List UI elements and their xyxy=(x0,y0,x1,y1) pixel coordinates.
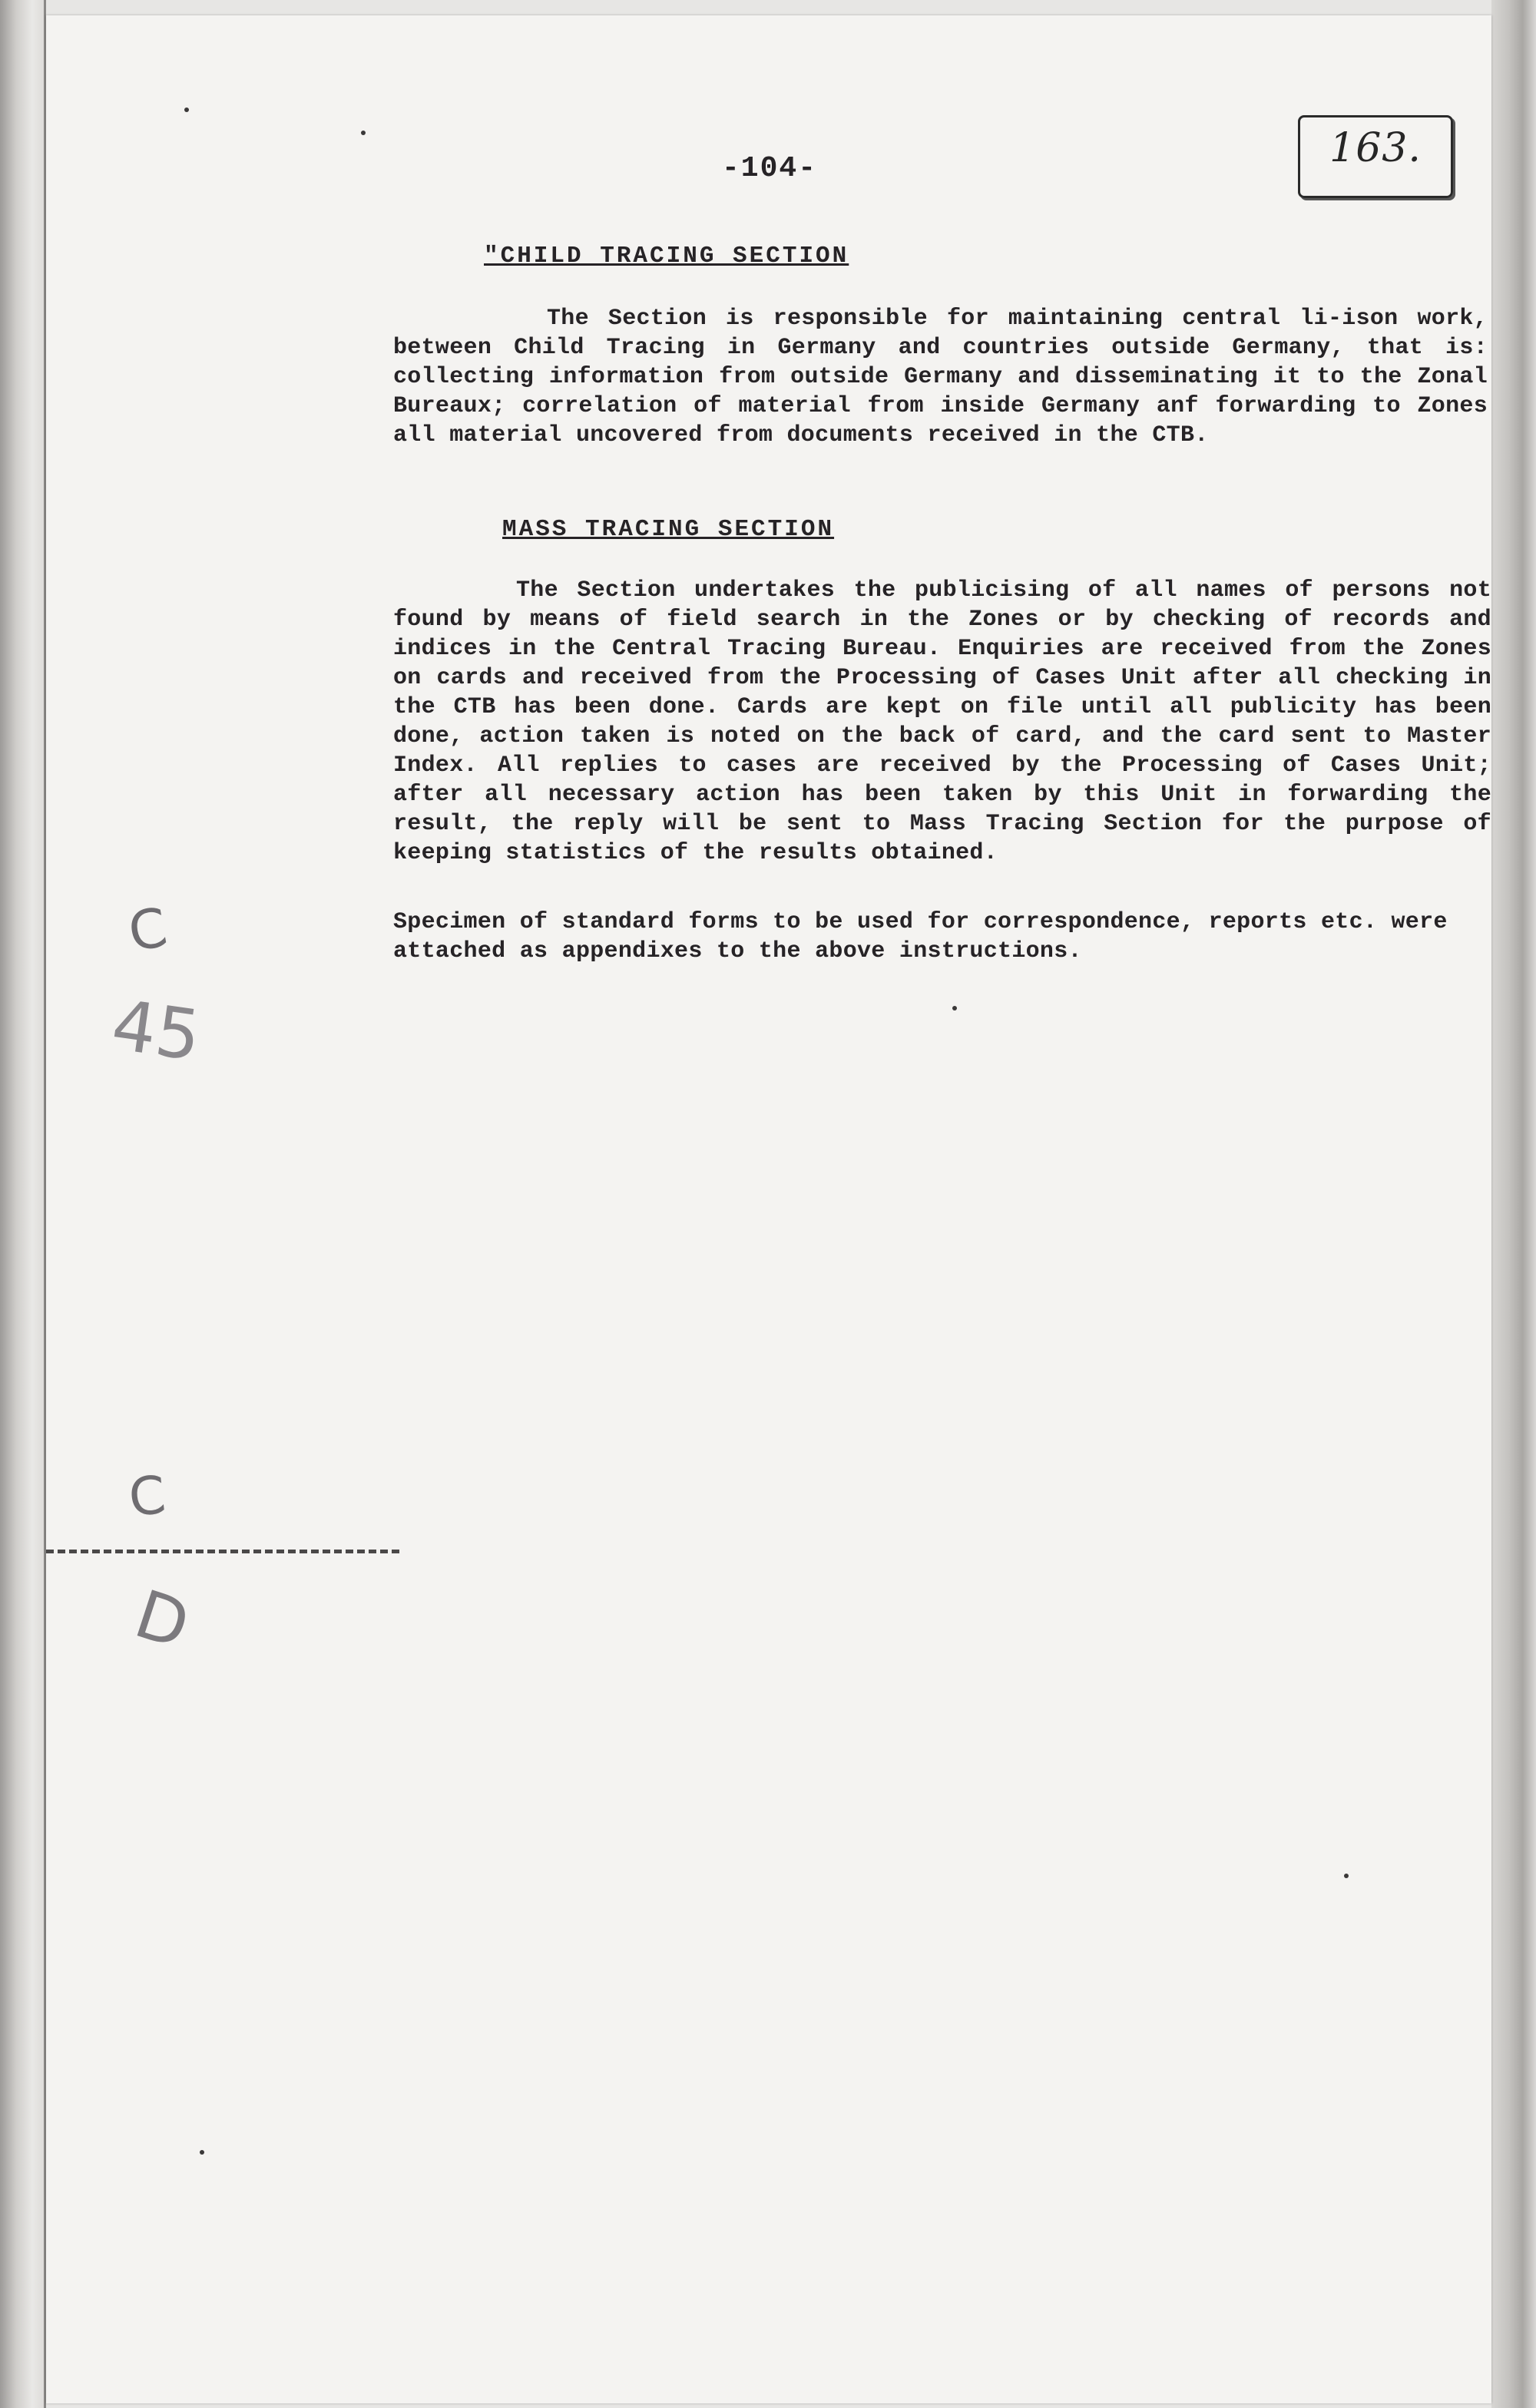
page-content xyxy=(46,15,1491,2403)
ink-speck xyxy=(184,108,189,112)
ink-speck xyxy=(1344,1874,1349,1878)
section-heading-mass-tracing: MASS TRACING SECTION xyxy=(502,516,835,543)
binding-edge xyxy=(0,0,46,2408)
ink-speck xyxy=(361,131,366,135)
child-tracing-paragraph: The Section is responsible for maintaining central li-ison work, between Child Tracing in Germany and countries outside Germany, that is: collecting information from outside Germany and disseminating it to the Zonal Bureaux; correlation of material from inside Germany anf forwarding to Zones all material uncovered from documents received in the CTB. xyxy=(393,306,1488,448)
margin-mark: D xyxy=(126,1576,199,1665)
margin-mark: 45 xyxy=(107,984,206,1077)
folio-stamp xyxy=(1298,115,1453,198)
section-heading-child-tracing: "CHILD TRACING SECTION xyxy=(484,243,849,270)
punch-hole-line xyxy=(46,1550,399,1553)
document-page xyxy=(46,15,1491,2403)
mass-tracing-paragraph: The Section undertakes the publicising of all names of persons not found by means of field search in the Zones or by checking of records and indices in the Central Tracing Bureau. Enquiries are received from the Zones on cards and received from the Processing of Cases Unit after all checking in the CTB has been done. Cards are kept on file until all publicity has been done, action taken is noted on the back of card, and the card sent to Master Index. All replies to cases are received by the Processing of Cases Unit; after all necessary action has been taken by this Unit in forwarding the result, the reply will be sent to Mass Tracing Section for the purpose of keeping statistics of the results obtained. xyxy=(393,577,1491,866)
folio-number: 163. xyxy=(1329,125,1422,171)
page-stack-edge xyxy=(1491,0,1536,2408)
specimen-forms-paragraph: Specimen of standard forms to be used for correspondence, reports etc. were attached as appendixes to the above instructions. xyxy=(393,909,1448,964)
margin-mark: C xyxy=(126,1464,169,1530)
page-number: -104- xyxy=(722,152,818,185)
ink-speck xyxy=(952,1006,957,1011)
ink-speck xyxy=(200,2150,204,2155)
margin-mark: C xyxy=(124,895,172,964)
